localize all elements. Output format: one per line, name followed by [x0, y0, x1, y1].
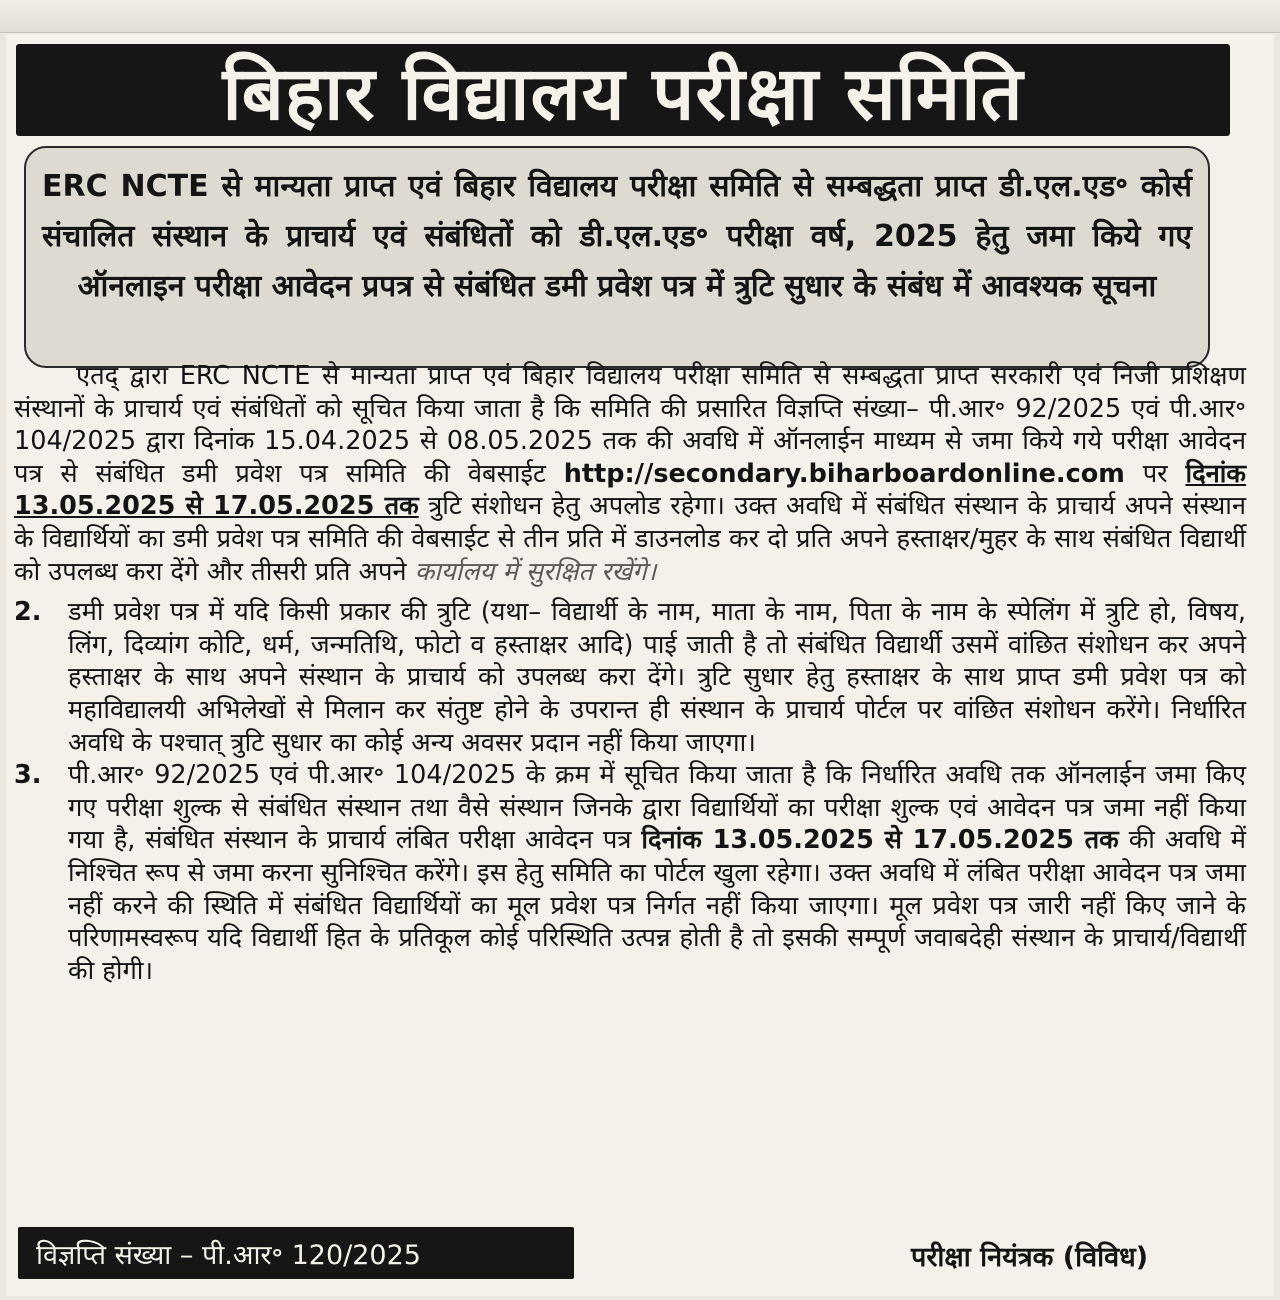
item-3-number: 3.: [14, 760, 42, 791]
item-3-date-range: दिनांक 13.05.2025 से 17.05.2025 तक: [641, 825, 1119, 856]
paragraph-1: [14, 360, 1246, 588]
item-3-text: [68, 759, 1246, 987]
item-3-text-b: की अवधि में निश्चित रूप से जमा करना सुनिश्चित करेंगे। इस हेतु समिति का पोर्टल खुला रहेगा। उक्त अवधि में लंबित परीक्षा आवेदन पत्र जमा नहीं करने की स्थिति में संबंधित विद्यार्थियों का मूल प्रवेश पत्र निर्गत नहीं किया जाएगा। मूल प्रवेश पत्र जारी नहीं किए जाने के परिणामस्वरूप यदि विद्यार्थी हित के प्रतिकूल कोई परिस्थिति उत्पन्न होती है तो इसकी सम्पूर्ण जवाबदेही संस्थान के प्राचार्य/विद्यार्थी की होगी।: [68, 825, 1247, 986]
item-2-number: 2.: [14, 597, 42, 628]
previous-article-strip: [0, 0, 1280, 33]
list-item-2: [14, 596, 1246, 759]
notice-body: [14, 360, 1246, 987]
item-3-text-a: पी.आर॰ 92/2025 एवं पी.आर॰ 104/2025 के क्रम में सूचित किया जाता है कि निर्धारित अवधि तक ऑनलाईन जमा किए गए परीक्षा शुल्क से संबंधित संस्थान तथा वैसे संस्थान जिनके द्वारा विद्यार्थियों का परीक्षा शुल्क एवं आवेदन पत्र जमा नहीं किया गया है, संबंधित संस्थान के प्राचार्य लंबित परीक्षा आवेदन पत्र: [68, 760, 1246, 856]
page-title: बिहार विद्यालय परीक्षा समिति: [16, 44, 1230, 136]
notice-subject: ERC NCTE से मान्यता प्राप्त एवं बिहार विद्यालय परीक्षा समिति से सम्बद्धता प्राप्त डी.एल.एड॰ कोर्स संचालित संस्थान के प्राचार्य एवं संबंधितों को डी.एल.एड॰ परीक्षा वर्ष, 2025 हेतु जमा किये गए ऑनलाइन परीक्षा आवेदन प्रपत्र से संबंधित डमी प्रवेश पत्र में त्रुटि सुधार के संबंध में आवश्यक सूचना: [24, 146, 1210, 368]
signatory: परीक्षा नियंत्रक (विविध): [911, 1242, 1149, 1273]
para1-text-d: कार्यालय में सुरक्षित रखेंगे।: [414, 556, 657, 587]
item-2-text: डमी प्रवेश पत्र में यदि किसी प्रकार की त्रुटि (यथा– विद्यार्थी के नाम, माता के नाम, पिता के नाम के स्पेलिंग में त्रुटि हो, विषय, लिंग, दिव्यांग कोटि, धर्म, जन्मतिथि, फोटो व हस्ताक्षर आदि) पाई जाती है तो संबंधित विद्यार्थी उसमें वांछित संशोधन कर अपने हस्ताक्षर के साथ अपने संस्थान के प्राचार्य को उपलब्ध करा देंगे। त्रुटि सुधार हेतु हस्ताक्षर के साथ प्राप्त डमी प्रवेश पत्र को महाविद्यालयी अभिलेखों से मिलान कर संतुष्ट होने के उपरान्त ही संस्थान के प्राचार्य पोर्टल पर वांछित संशोधन करेंगे। निर्धारित अवधि के पश्चात् त्रुटि सुधार का कोई अन्य अवसर प्रदान नहीं किया जाएगा।: [68, 597, 1246, 758]
notice-number-badge: विज्ञप्ति संख्या – पी.आर॰ 120/2025: [18, 1227, 574, 1279]
para1-text-c: त्रुटि संशोधन हेतु अपलोड रहेगा। उक्त अवधि में संबंधित संस्थान के प्राचार्य अपने संस्थान के विद्यार्थियों का डमी प्रवेश पत्र समिति की वेबसाईट से तीन प्रति में डाउनलोड कर दो प्रति अपने हस्ताक्षर/मुहर के साथ संबंधित विद्यार्थी को उपलब्ध करा देंगे और तीसरी प्रति अपने: [14, 491, 1246, 587]
para1-text-a: एतद् द्वारा ERC NCTE से मान्यता प्राप्त एवं बिहार विद्यालय परीक्षा समिति से सम्बद्धता प्राप्त सरकारी एवं निजी प्रशिक्षण संस्थानों के प्राचार्य एवं संबंधितों को सूचित किया जाता है कि समिति की प्रसारित विज्ञप्ति संख्या– पी.आर॰ 92/2025 एवं पी.आर॰ 104/2025 द्वारा दिनांक 15.04.2025 से 08.05.2025 तक की अवधि में ऑनलाईन माध्यम से जमा किये गये परीक्षा आवेदन पत्र से संबंधित डमी प्रवेश पत्र समिति की वेबसाईट: [14, 361, 1246, 489]
newspaper-notice: [6, 34, 1274, 1296]
list-item-3: [14, 759, 1246, 987]
date-range-highlight: दिनांक 13.05.2025 से 17.05.2025 तक: [14, 458, 1246, 522]
website-url: http://secondary.biharboardonline.com: [563, 458, 1125, 489]
para1-text-b: पर: [1142, 458, 1168, 489]
